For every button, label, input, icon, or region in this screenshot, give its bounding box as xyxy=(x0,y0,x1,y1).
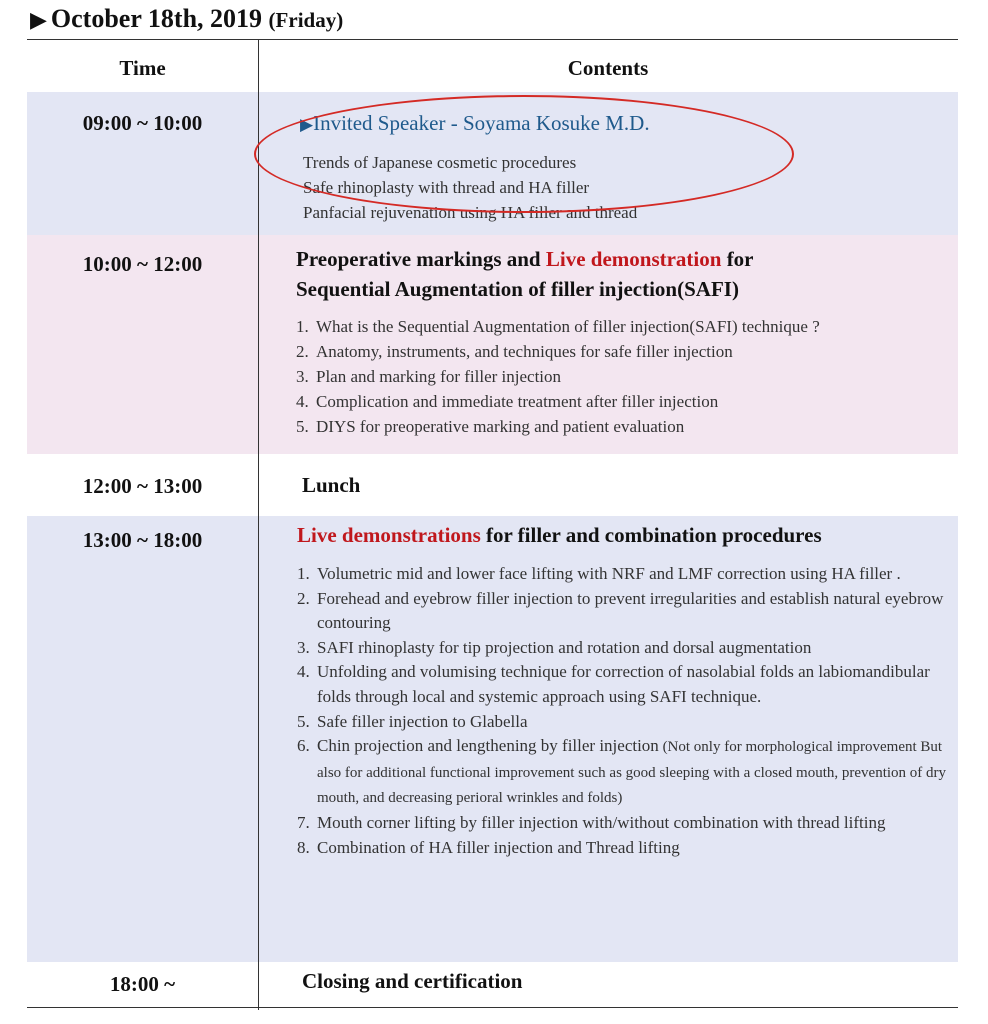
list-item xyxy=(297,587,955,636)
session-title-highlight: Live demonstrations xyxy=(297,523,481,547)
item-number: 3. xyxy=(297,637,310,657)
column-header-contents: Contents xyxy=(567,56,649,80)
list-item xyxy=(296,339,946,364)
list-item xyxy=(296,364,946,389)
item-text-note: (Not only for morphological improvement But also for additional functional improvement such as good sleeping with a closed mouth, prevention of dry mouth, and decreasing perioral wrinkles and folds) xyxy=(317,739,947,807)
item-text: SAFI rhinoplasty for tip projection and rotation and dorsal augmentation xyxy=(317,637,812,657)
list-item xyxy=(297,660,955,709)
session-title-line2: Sequential Augmentation of filler injection(SAFI) xyxy=(296,277,739,301)
item-number: 7. xyxy=(297,812,310,832)
list-item: Trends of Japanese cosmetic procedures xyxy=(303,153,577,172)
speaker-topic-list xyxy=(303,150,637,225)
item-text-main: Chin projection and lengthening by filler injection xyxy=(317,736,659,756)
list-item xyxy=(297,811,955,836)
time-cell: 10:00 ~ 12:00 xyxy=(82,252,203,276)
list-item xyxy=(296,414,946,439)
invited-speaker-title xyxy=(300,111,650,136)
item-number: 5. xyxy=(297,711,310,731)
item-text: Complication and immediate treatment after filler injection xyxy=(316,392,719,411)
item-number: 8. xyxy=(297,837,310,857)
item-number: 1. xyxy=(297,564,310,583)
list-item xyxy=(296,314,946,339)
session-title xyxy=(297,520,822,550)
time-cell: 13:00 ~ 18:00 xyxy=(82,528,203,552)
item-text: What is the Sequential Augmentation of filler injection(SAFI) technique ? xyxy=(316,317,820,336)
item-number: 4. xyxy=(296,392,309,411)
item-number: 2. xyxy=(297,588,310,608)
item-text: Volumetric mid and lower face lifting with NRF and LMF correction using HA filler . xyxy=(317,564,901,583)
item-text: Plan and marking for filler injection xyxy=(316,367,562,386)
schedule-date-header xyxy=(30,4,343,34)
list-item: Panfacial rejuvenation using HA filler and thread xyxy=(303,203,638,222)
list-item xyxy=(297,562,955,587)
day-label: (Friday) xyxy=(268,8,344,32)
item-number: 4. xyxy=(297,662,310,682)
list-item xyxy=(297,734,955,811)
list-item: Safe rhinoplasty with thread and HA filler xyxy=(303,178,590,197)
item-text: Mouth corner lifting by filler injection with/without combination with thread lifting xyxy=(317,812,886,832)
time-cell: 18:00 ~ xyxy=(109,972,176,996)
list-item xyxy=(297,710,955,735)
item-text: Anatomy, instruments, and techniques for safe filler injection xyxy=(316,342,733,361)
safi-topic-list xyxy=(296,314,946,439)
item-text: Forehead and eyebrow filler injection to prevent irregularities and establish natural eyebrow contouring xyxy=(317,588,944,633)
item-number: 1. xyxy=(296,317,309,336)
item-text: DIYS for preoperative marking and patient evaluation xyxy=(316,417,685,436)
time-cell: 12:00 ~ 13:00 xyxy=(82,474,203,498)
triangle-icon: ▶ xyxy=(300,115,314,134)
list-item xyxy=(297,636,955,661)
list-item xyxy=(297,836,955,861)
item-text: Combination of HA filler injection and Thread lifting xyxy=(317,837,680,857)
item-number: 2. xyxy=(296,342,309,361)
item-number: 5. xyxy=(296,417,309,436)
session-title-highlight: Live demonstration xyxy=(545,247,722,271)
list-item xyxy=(296,389,946,414)
demonstration-list xyxy=(297,562,955,860)
session-title-part: for filler and combination procedures xyxy=(480,523,822,547)
speaker-label: Invited Speaker - Soyama Kosuke M.D. xyxy=(313,111,650,135)
item-text: Safe filler injection to Glabella xyxy=(317,711,528,731)
table-bottom-rule xyxy=(27,1007,958,1008)
item-text: Unfolding and volumising technique for correction of nasolabial folds an labiomandibular folds through local and systemic approach using SAFI technique. xyxy=(317,662,930,706)
item-text xyxy=(317,734,955,811)
item-number: 3. xyxy=(296,367,309,386)
time-cell: 09:00 ~ 10:00 xyxy=(82,111,203,135)
session-title-part: for xyxy=(721,247,754,271)
triangle-icon: ▶ xyxy=(30,7,47,32)
date-title: October 18th, 2019 xyxy=(50,4,263,33)
column-divider xyxy=(258,40,259,1010)
session-title: Lunch xyxy=(302,473,361,497)
session-title-part: Preoperative markings and xyxy=(296,247,546,271)
session-title xyxy=(296,244,754,304)
session-title: Closing and certification xyxy=(302,969,523,993)
item-number: 6. xyxy=(297,736,310,756)
column-header-time: Time xyxy=(119,56,166,80)
table-top-rule xyxy=(27,39,958,40)
